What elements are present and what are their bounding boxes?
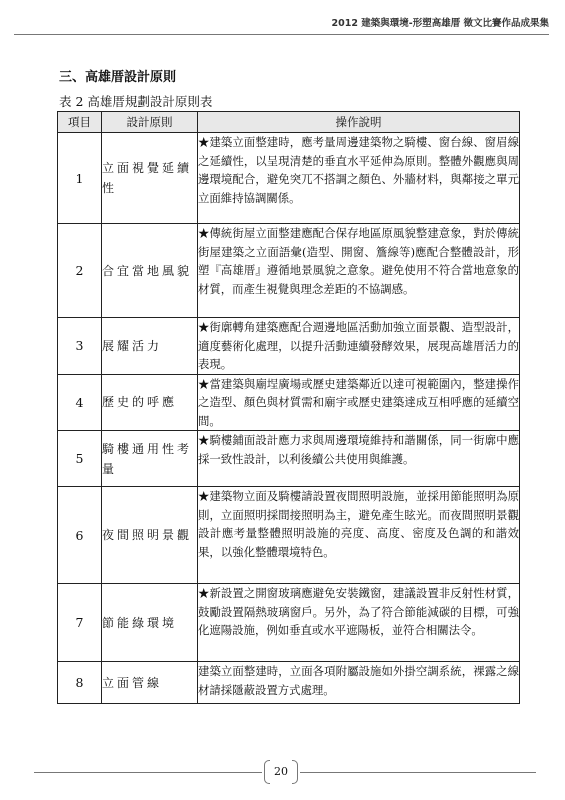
table-row <box>58 224 520 318</box>
row-description: ★騎樓鋪面設計應力求與周邊環境維持和諧關係，同一街廓中應採一致性設計，以利後續公共使用與維護。 <box>198 431 520 487</box>
row-number: 2 <box>58 224 102 318</box>
row-description: ★建築立面整建時，應考量周邊建築物之騎樓、窗台線、窗眉線之延續性，以呈現清楚的垂直水平延伸為原則。整體外觀應與周邊環境配合，避免突兀不搭調之顏色、外牆材料，與鄰接之單元立面維持協調關係。 <box>198 133 520 224</box>
row-principle: 夜間照明景觀 <box>102 487 198 584</box>
table-header-row <box>58 112 520 133</box>
table-row <box>58 431 520 487</box>
row-description: ★新設置之開窗玻璃應避免安裝鐵窗，建議設置非反射性材質，鼓勵設置隔熱玻璃窗戶。另外，為了符合節能減碳的目標，可強化遮陽設施，例如垂直或水平遮陽板，並符合相關法令。 <box>198 584 520 662</box>
table-row <box>58 374 520 431</box>
row-principle: 合宜當地風貌 <box>102 224 198 318</box>
row-description: ★建築物立面及騎樓請設置夜間照明設施，並採用節能照明為原則，立面照明採間接照明為主，避免產生眩光。而夜間照明景觀設計應考量整體照明設施的亮度、高度、密度及色調的和諧效果，以強化整體環境特色。 <box>198 487 520 584</box>
row-principle: 立面視覺延續性 <box>102 133 198 224</box>
design-principles-table <box>57 111 520 704</box>
row-number: 4 <box>58 374 102 431</box>
table-caption: 表 2 高雄厝規劃設計原則表 <box>59 94 213 109</box>
row-description: ★街廓轉角建築應配合週邊地區活動加強立面景觀、造型設計，適度藝術化處理，以提升活動連續發酵效果，展現高雄厝活力的表現。 <box>198 318 520 375</box>
page-header: 2012 建築與環境-形塑高雄厝 徵文比賽作品成果集 <box>331 18 549 29</box>
row-principle: 節能綠環境 <box>102 584 198 662</box>
section-title: 三、高雄厝設計原則 <box>59 70 177 85</box>
table-row <box>58 487 520 584</box>
row-number: 7 <box>58 584 102 662</box>
footer-rule-left <box>34 772 262 773</box>
page-number: 20 <box>274 765 288 778</box>
row-number: 8 <box>58 662 102 704</box>
table-row <box>58 133 520 224</box>
row-principle: 展耀活力 <box>102 318 198 375</box>
row-number: 5 <box>58 431 102 487</box>
row-description: 建築立面整建時，立面各項附屬設施如外掛空調系統，裸露之線材請採隱蔽設置方式處理。 <box>198 662 520 704</box>
header-divider <box>14 34 549 35</box>
row-description: ★當建築與廟埕廣場或歷史建築鄰近以達可視範圍內，整建操作之造型、顏色與材質需和廟宇或歷史建築達成互相呼應的延續空間。 <box>198 374 520 431</box>
page-number-bracket-right <box>292 760 298 784</box>
row-number: 3 <box>58 318 102 375</box>
table-row <box>58 318 520 375</box>
row-description: ★傳統街屋立面整建應配合保存地區原風貌整建意象，對於傳統街屋建築之立面語彙(造型、開窗、簷線等)應配合整體設計，形塑『高雄厝』遵循地景風貌之意象。避免使用不符合當地意象的材質，而產生視覺與理念差距的不協調感。 <box>198 224 520 318</box>
column-header-principle: 設計原則 <box>102 112 198 133</box>
row-number: 6 <box>58 487 102 584</box>
row-principle: 立面管線 <box>102 662 198 704</box>
footer-rule-right <box>300 772 536 773</box>
table-row <box>58 662 520 704</box>
table-row <box>58 584 520 662</box>
row-principle: 歷史的呼應 <box>102 374 198 431</box>
column-header-item: 項目 <box>58 112 102 133</box>
column-header-description: 操作說明 <box>198 112 520 133</box>
row-number: 1 <box>58 133 102 224</box>
row-principle: 騎樓通用性考量 <box>102 431 198 487</box>
